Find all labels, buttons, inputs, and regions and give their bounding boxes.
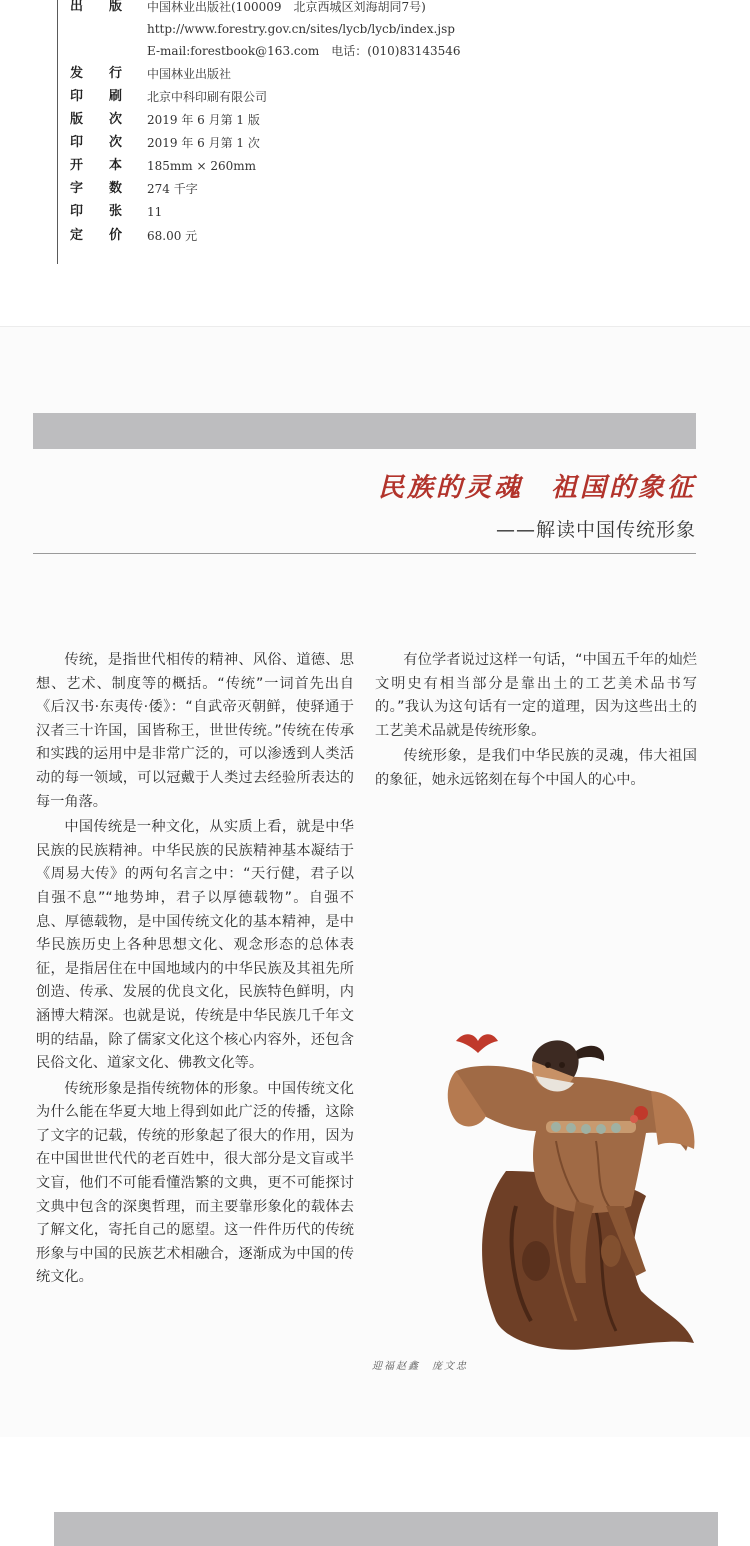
copyright-label: 版 次 [70,112,123,127]
copyright-value: 11 [147,205,163,219]
article-subtitle: ——解读中国传统形象 [495,519,696,541]
copyright-value: 中国林业出版社(100009 北京西城区刘海胡同7号) [147,0,426,14]
left-column [36,649,354,1292]
copyright-label: 印 次 [70,135,123,150]
paragraph: 传统形象是指传统物体的形象。中国传统文化为什么能在华夏大地上得到如此广泛的传播，这除了文字的记载，传统的形象起了很大的作用，因为在中国世世代代的老百姓中，很大部分是文盲或半文盲，他们不可能看懂浩繁的文典，更不可能探讨文典中包含的深奥哲理，而主要靠形象化的载体去了解文化，寄托自己的愿望。这一件件历代的传统形象与中国的民族艺术相融合，逐渐成为中国的传统文化。 [36,1080,354,1286]
paragraph: 有位学者说过这样一句话，“中国五千年的灿烂文明史有相当部分是靠出土的工艺美术品书写的。”我认为这句话有一定的道理，因为这些出土的工艺美术品就是传统形象。 [375,652,697,739]
copyright-label: 定 价 [70,228,123,243]
copyright-label: 字 数 [70,181,123,196]
copyright-email: E-mail:forestbook@163.com 电话：(010)83143546 [147,44,461,58]
copyright-value: 北京中科印刷有限公司 [147,90,268,104]
copyright-label: 发 行 [70,66,123,81]
copyright-url: http://www.forestry.gov.cn/sites/lycb/lycb/index.jsp [147,22,455,36]
copyright-label: 印 张 [70,204,123,219]
carved-figure-illustration [436,1021,700,1351]
copyright-label: 印 刷 [70,89,123,104]
figure-caption: 迎福赵鑫 庞文忠 [372,1361,468,1372]
copyright-value: 中国林业出版社 [147,67,232,81]
header-band [33,413,696,449]
footer-band [54,1512,718,1546]
copyright-price: 68.00 元 [147,229,198,243]
copyright-page [0,0,750,266]
article-page [0,326,750,1437]
copyright-value: 274 千字 [147,182,198,196]
copyright-value: 2019 年 6 月第 1 版 [147,113,260,127]
title-part-soul: 民族的灵魂 [377,473,523,503]
copyright-label: 出 版 [70,0,123,14]
copyright-label: 开 本 [70,158,123,173]
title-divider [33,553,696,554]
copyright-value: 2019 年 6 月第 1 次 [147,136,260,150]
article-title [378,467,696,504]
copyright-rule [57,0,58,264]
copyright-value: 185mm × 260mm [147,159,257,173]
paragraph: 中国传统是一种文化，从实质上看，就是中华民族的民族精神。中华民族的民族精神基本凝结于《周易大传》的两句名言之中：“天行健，君子以自强不息”“地势坤，君子以厚德载物”。自强不息、厚德载物，是中国传统文化的基本精神，是中华民族历史上各种思想文化、观念形态的总体表征，是指居住在中国地域内的中华民族及其祖先所创造、传承、发展的优良文化，民族特色鲜明，内涵博大精深。也就是说，传统是中华民族几千年文明的结晶，除了儒家文化这个核心内容外，还包含民俗文化、道家文化、佛教文化等。 [36,819,354,1072]
paragraph: 传统形象，是我们中华民族的灵魂，伟大祖国的象征，她永远铭刻在每个中国人的心中。 [375,748,697,788]
title-part-symbol: 祖国的象征 [550,473,696,503]
right-column [375,649,697,795]
paragraph: 传统，是指世代相传的精神、风俗、道德、思想、艺术、制度等的概括。“传统”一词首先出自《后汉书·东夷传·倭》：“自武帝灭朝鲜，使驿通于汉者三十许国，国皆称王，世世传统。”传统在传承和实践的运用中是非常广泛的，可以渗透到人类活动的每一领域，可以冠戴于人类过去经验所表达的每一角落。 [36,652,354,810]
